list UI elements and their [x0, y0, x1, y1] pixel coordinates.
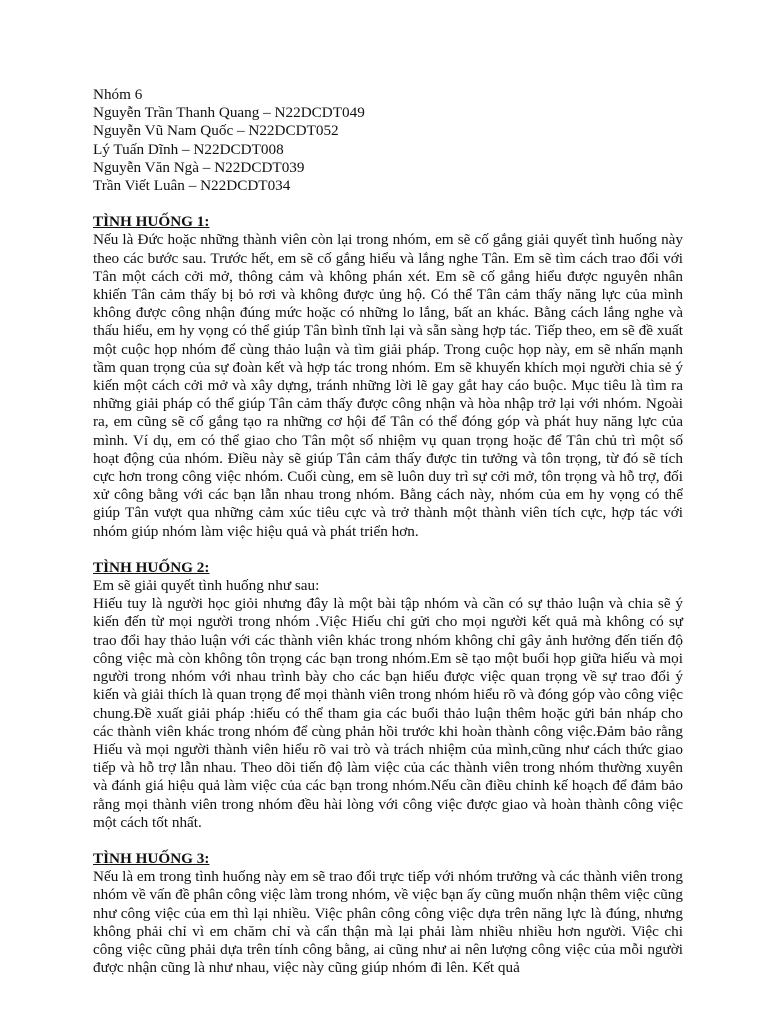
section-title: TÌNH HUỐNG 3:	[93, 849, 210, 867]
section-title: TÌNH HUỐNG 1:	[93, 213, 210, 231]
section-title: TÌNH HUỐNG 2:	[93, 558, 210, 576]
section-situation-1	[93, 213, 683, 541]
group-label: Nhóm 6	[93, 86, 143, 103]
section-situation-2	[93, 559, 683, 832]
section-paragraph: Em sẽ giải quyết tình huống như sau:	[93, 577, 320, 595]
member-line: Trần Viết Luân – N22DCDT034	[93, 177, 291, 195]
section-paragraph: Hiếu tuy là người học giỏi nhưng đây là một bài tập nhóm và cần có sự thảo luận và chia sẽ ý kiến đến từ mọi người trong nhóm .Việc Hiếu chỉ gửi cho mọi người kết quả mà không có sự trao đổi hay thảo luận với các thành viên khác trong nhóm không chỉ gây ảnh hưởng đến tiến độ công việc mà còn không tôn trọng các bạn trong nhóm.Em sẽ tạo một buổi họp giữa hiếu và mọi người trong nhóm với nhau trình bày cho các bạn hiểu được việc quan trọng về sự trao đổi ý kiến và giải thích là quan trọng để mọi thành viên trong nhóm hiểu rõ và đóng góp vào công việc chung.Đề xuất giải pháp :hiếu có thể tham gia các buổi thảo luận thêm hoặc gửi bản nháp cho các thành viên khác trong nhóm để cùng phản hồi trước khi hoàn thành công việc.Đảm bảo rằng Hiếu và mọi người thành viên hiểu rõ vai trò và trách nhiệm của mình,cũng như cách thức giao tiếp và hỗ trợ lẫn nhau. Theo dõi tiến độ làm việc của các thành viên trong nhóm thường xuyên và đánh giá hiệu quả làm việc của các bạn trong nhóm.Nếu cần điều chỉnh kế hoạch để đảm bảo rằng mọi thành viên trong nhóm đều hài lòng với công việc được giao và hoàn thành công việc một cách tốt nhất.	[93, 595, 683, 831]
member-line: Nguyễn Vũ Nam Quốc – N22DCDT052	[93, 122, 339, 140]
group-info	[93, 86, 683, 195]
section-situation-3	[93, 850, 683, 977]
member-line: Lý Tuấn Dĩnh – N22DCDT008	[93, 140, 284, 158]
document-page	[93, 86, 683, 977]
member-line: Nguyễn Văn Ngà – N22DCDT039	[93, 158, 305, 176]
section-paragraph: Nếu là em trong tình huống này em sẽ trao đổi trực tiếp với nhóm trưởng và các thành viên trong nhóm về vấn đề phân công việc làm trong nhóm, về việc bạn ấy cũng muốn nhận thêm việc cũng như công việc của em thì lại nhiều. Việc phân công công việc dựa trên năng lực là đúng, nhưng không phải chỉ vì em chăm chỉ và cẩn thận mà lại phải làm nhiều nhiều hơn người. Việc chi công việc cũng phải dựa trên tính công bằng, ai cũng như ai nên lượng công việc của mỗi người được nhận cũng là như nhau, việc này cũng giúp nhóm đi lên. Kết quả	[93, 868, 683, 977]
section-paragraph: Nếu là Đức hoặc những thành viên còn lại trong nhóm, em sẽ cố gắng giải quyết tình huống này theo các bước sau. Trước hết, em sẽ cố gắng hiểu và lắng nghe Tân. Em sẽ tìm cách trao đổi với Tân một cách cởi mở, thông cảm và không phán xét. Em sẽ cố gắng hiểu được nguyên nhân khiến Tân cảm thấy bị bỏ rơi và không được ủng hộ. Có thể Tân cảm thấy năng lực của mình không được công nhận đúng mức hoặc có những lo lắng, bất an khác. Bằng cách lắng nghe và thấu hiểu, em hy vọng có thể giúp Tân bình tĩnh lại và sẵn sàng hợp tác. Tiếp theo, em sẽ đề xuất một cuộc họp nhóm để cùng thảo luận và tìm giải pháp. Trong cuộc họp này, em sẽ nhấn mạnh tầm quan trọng của sự đoàn kết và hợp tác trong nhóm. Em sẽ khuyến khích mọi người chia sẻ ý kiến một cách cởi mở và xây dựng, tránh những lời lẽ gay gắt hay cáo buộc. Mục tiêu là tìm ra những giải pháp có thể giúp Tân cảm thấy được công nhận và hòa nhập trở lại với nhóm. Ngoài ra, em cũng sẽ cố gắng tạo ra những cơ hội để Tân có thể đóng góp và phát huy năng lực của mình. Ví dụ, em có thể giao cho Tân một số nhiệm vụ quan trọng hoặc để Tân chủ trì một số hoạt động của nhóm. Điều này sẽ giúp Tân cảm thấy được tin tưởng và tôn trọng, từ đó sẽ tích cực hơn trong công việc nhóm. Cuối cùng, em sẽ luôn duy trì sự cởi mở, tôn trọng và hỗ trợ, đối xử công bằng với các bạn lẫn nhau trong nhóm. Bằng cách này, nhóm của em hy vọng có thể giúp Tân vượt qua những cảm xúc tiêu cực và trở thành một thành viên tích cực, hợp tác với nhóm giúp nhóm làm việc hiệu quả và phát triển hơn.	[93, 231, 683, 540]
member-line: Nguyễn Trần Thanh Quang – N22DCDT049	[93, 104, 365, 122]
